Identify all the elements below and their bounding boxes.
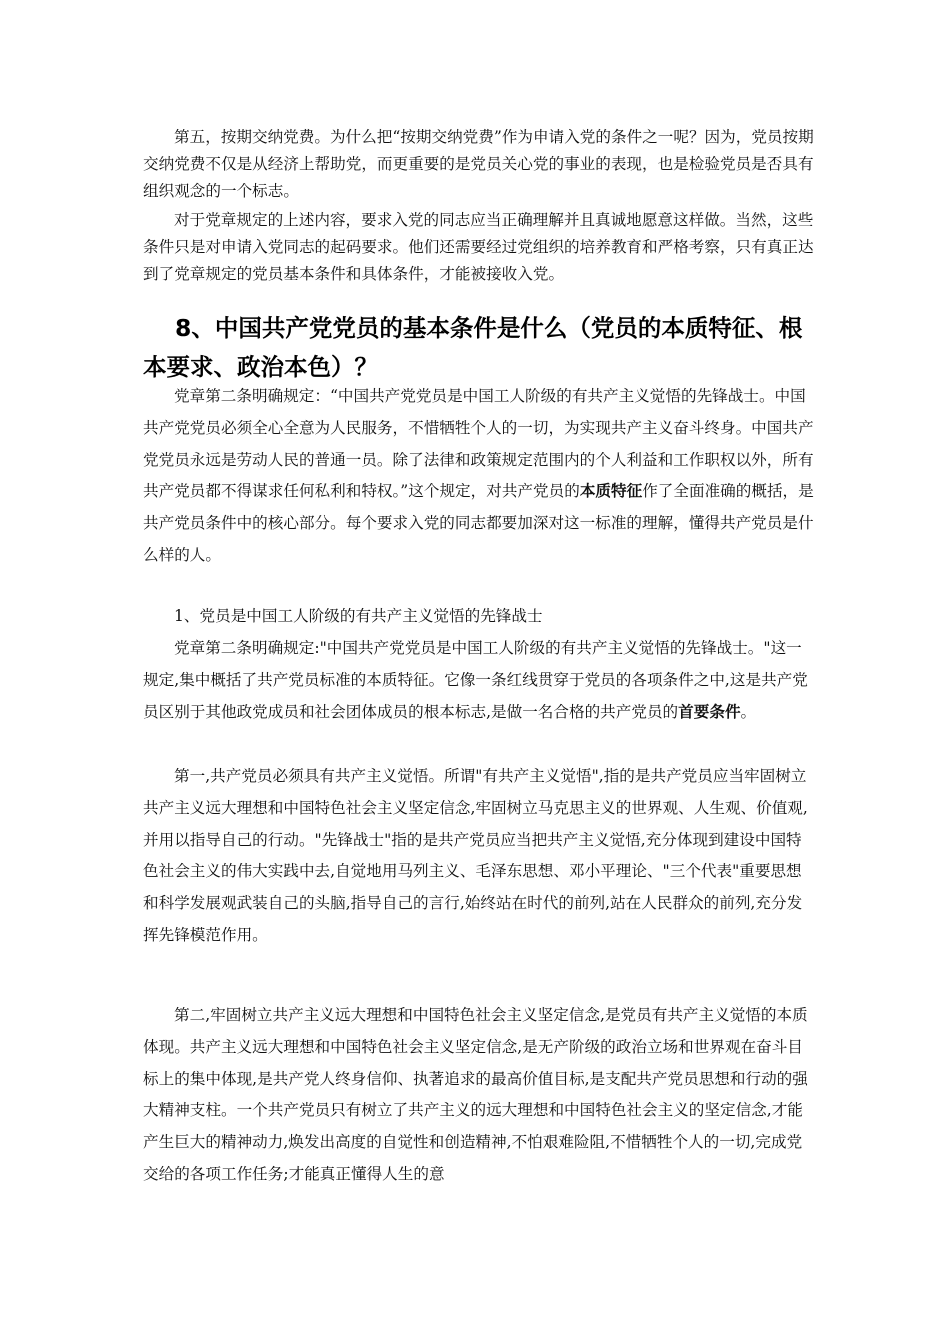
- paragraph-second-point: 第二,牢固树立共产主义远大理想和中国特色社会主义坚定信念,是党员有共产主义觉悟的本质体现。共产主义远大理想和中国特色社会主义坚定信念,是无产阶级的政治立场和世界观在奋斗目标上的集中体现,是共产党人终身信仰、执著追求的最高价值目标,是支配共产党员思想和行动的强大精神支柱。一个共产党员只有树立了共产主义的远大理想和中国特色社会主义的坚定信念,才能产生巨大的精神动力,焕发出高度的自觉性和创造精神,不怕艰难险阻,不惜牺牲个人的一切,完成党交给的各项工作任务;才能真正懂得人生的意: [143, 1006, 808, 1183]
- paragraph-text: 党章第二条明确规定：“中国共产党党员是中国工人阶级的有共产主义觉悟的先锋战士。中国共产党党员必须全心全意为人民服务，不惜牺牲个人的一切，为实现共产主义奋斗终身。中国共产党党员永远是劳动人民的普通一员。除了法律和政策规定范围内的个人利益和工作职权以外，所有共产党员都不得谋求任何私利和特权。”这个规定，对共产党员的: [143, 387, 814, 501]
- subheading-vanguard: 1、党员是中国工人阶级的有共产主义觉悟的先锋战士: [174, 607, 543, 625]
- paragraph-text: 党章第二条明确规定:"中国共产党党员是中国工人阶级的有共产主义觉悟的先锋战士。"这一规定,集中概括了共产党员标准的本质特征。它像一条红线贯穿于党员的各项条件之中,这是共产党员区别于其他政党成员和社会团体成员的根本标志,是做一名合格的共产党员的: [143, 639, 808, 721]
- paragraph-requirements: 对于党章规定的上述内容，要求入党的同志应当正确理解并且真诚地愿意这样做。当然，这些条件只是对申请入党同志的起码要求。他们还需要经过党组织的培养教育和严格考察，只有真正达到了党章规定的党员基本条件和具体条件，才能被接收入党。: [143, 211, 814, 283]
- bold-term-primary-condition: 首要条件: [678, 702, 741, 721]
- section-heading: 8、中国共产党党员的基本条件是什么（党员的本质特征、根本要求、政治本色）？: [143, 314, 803, 381]
- bold-term-essential-feature: 本质特征: [579, 482, 643, 501]
- paragraph-text: 作了全面准确的概括，是共产党员条件中的核心部分。每个要求入党的同志都要加深对这一标准的理解，懂得共产党员是什么样的人。: [143, 482, 814, 564]
- paragraph-vanguard: [143, 633, 815, 728]
- paragraph-dues: 第五，按期交纳党费。为什么把“按期交纳党费”作为申请入党的条件之一呢？因为，党员按期交纳党费不仅是从经济上帮助党，而更重要的是党员关心党的事业的表现，也是检验党员是否具有组织观念的一个标志。: [143, 128, 814, 200]
- paragraph-text: 。: [740, 702, 757, 721]
- paragraph-party-charter: [143, 381, 815, 572]
- paragraph-first-point: 第一,共产党员必须具有共产主义觉悟。所谓"有共产主义觉悟",指的是共产党员应当牢固树立共产主义远大理想和中国特色社会主义坚定信念,牢固树立马克思主义的世界观、人生观、价值观,并用以指导自己的行动。"先锋战士"指的是共产党员应当把共产主义觉悟,充分体现到建设中国特色社会主义的伟大实践中去,自觉地用马列主义、毛泽东思想、邓小平理论、"三个代表"重要思想和科学发展观武装自己的头脑,指导自己的言行,始终站在时代的前列,站在人民群众的前列,充分发挥先锋模范作用。: [143, 767, 808, 944]
